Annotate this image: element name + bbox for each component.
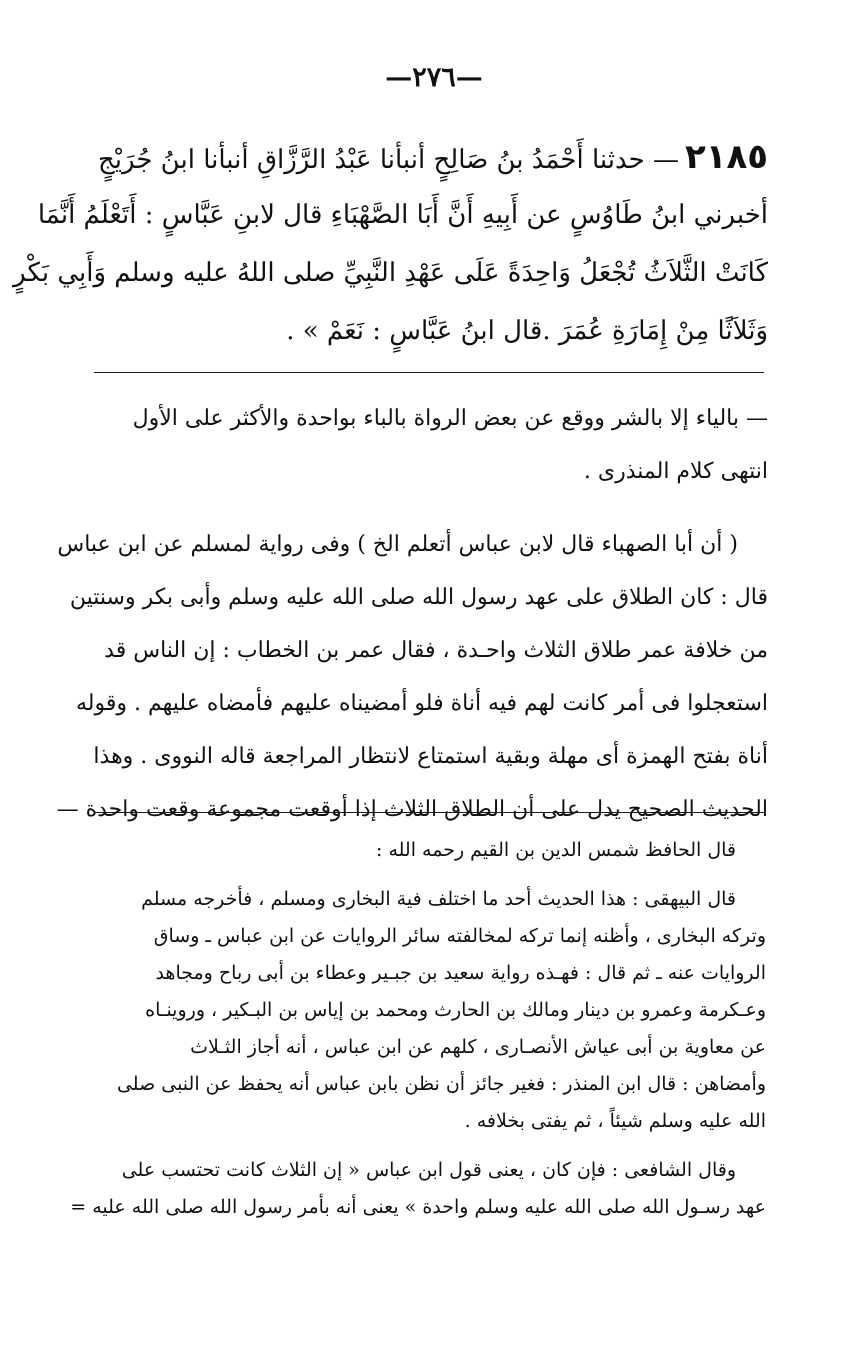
page-number: —٢٧٦— xyxy=(385,62,483,93)
commentary-line: قال : كان الطلاق على عهد رسول الله صلى الله عليه وسلم وأبى بكر وسنتين xyxy=(69,585,768,610)
notes-heading: قال الحافظ شمس الدين بن القيم رحمه الله : xyxy=(376,839,736,861)
hadith-block xyxy=(13,128,768,360)
commentary-line: من خلافة عمر طلاق الثلاث واحـدة ، فقال عمر بن الخطاب : إن الناس قد xyxy=(104,638,768,663)
commentary-line: الحديث الصحيح يدل على أن الطلاق الثلاث إذا أوقعت مجموعة وقعت واحدة — xyxy=(56,797,768,822)
notes-line: الروايات عنه ـ ثم قال : فهـذه رواية سعيد بن جبـير وعطاء بن أبى رباح ومجاهد xyxy=(155,962,766,984)
notes-line: الله عليه وسلم شيئاً ، ثم يفتى بخلافه . xyxy=(464,1110,766,1132)
hadith-number: ٢١٨٥ xyxy=(684,137,768,177)
section-divider-top xyxy=(94,372,764,373)
hadith-line-3: كَانَتْ الثَّلاَثُ تُجْعَلُ وَاحِدَةً عَلَى عَهْدِ النَّبِيِّ صلى اللهُ عليه وسلم وَأَبِي بَكْرٍ xyxy=(13,258,768,288)
notes-line: وقال الشافعى : فإن كان ، يعنى قول ابن عباس « إن الثلاث كانت تحتسب على xyxy=(121,1159,736,1181)
section-divider-bottom xyxy=(94,812,764,813)
notes-line: عن معاوية بن أبى عياش الأنصـارى ، كلهم عن ابن عباس ، أنه أجاز الثـلاث xyxy=(190,1036,766,1058)
commentary-line: انتهى كلام المنذرى . xyxy=(583,459,768,484)
notes-line: وأمضاهن : قال ابن المنذر : فغير جائز أن نظن بابن عباس أنه يحفظ عن النبى صلى xyxy=(116,1073,766,1095)
commentary-line: — بالياء إلا بالشر ووقع عن بعض الرواة بالباء بواحدة والأكثر على الأول xyxy=(132,406,768,431)
hadith-text: — حدثنا أَحْمَدُ بنُ صَالِحٍ أنبأنا عَبْدُ الرَّزَّاقِ أنبأنا ابنُ جُرَيْجٍ xyxy=(97,145,679,175)
notes-line: وعـكرمة وعمرو بن دينار ومالك بن الحارث ومحمد بن إياس بن البـكير ، وروينـاه xyxy=(145,999,766,1021)
hadith-line-2: أخبرني ابنُ طَاوُسٍ عن أَبِيهِ أَنَّ أَبَا الصَّهْبَاءِ قال لابنِ عَبَّاسٍ : أَتَعْلَمُ أَنَّمَا xyxy=(37,200,768,230)
hadith-line-4: وَثَلاَثًا مِنْ إِمَارَةِ عُمَرَ .قال ابنُ عَبَّاسٍ : نَعَمْ » . xyxy=(286,316,768,346)
notes-block xyxy=(70,832,766,1226)
hadith-line-1 xyxy=(97,128,768,186)
notes-line: عهد رسـول الله صلى الله عليه وسلم واحدة » يعنى أنه بأمر رسول الله صلى الله عليه = xyxy=(70,1196,766,1218)
commentary-line: أناة بفتح الهمزة أى مهلة وبقية استمتاع لانتظار المراجعة قاله النووى . وهذا xyxy=(93,744,768,769)
commentary-block xyxy=(56,392,768,836)
notes-line: قال البيهقى : هذا الحديث أحد ما اختلف فية البخارى ومسلم ، فأخرجه مسلم xyxy=(141,888,736,910)
commentary-line: ( أن أبا الصهباء قال لابن عباس أتعلم الخ ) وفى رواية لمسلم عن ابن عباس xyxy=(57,532,738,557)
notes-line: وتركه البخارى ، وأظنه إنما تركه لمخالفته سائر الروايات عن ابن عباس ـ وساق xyxy=(153,925,766,947)
commentary-line: استعجلوا فى أمر كانت لهم فيه أناة فلو أمضيناه عليهم فأمضاه عليهم . وقوله xyxy=(76,691,768,716)
